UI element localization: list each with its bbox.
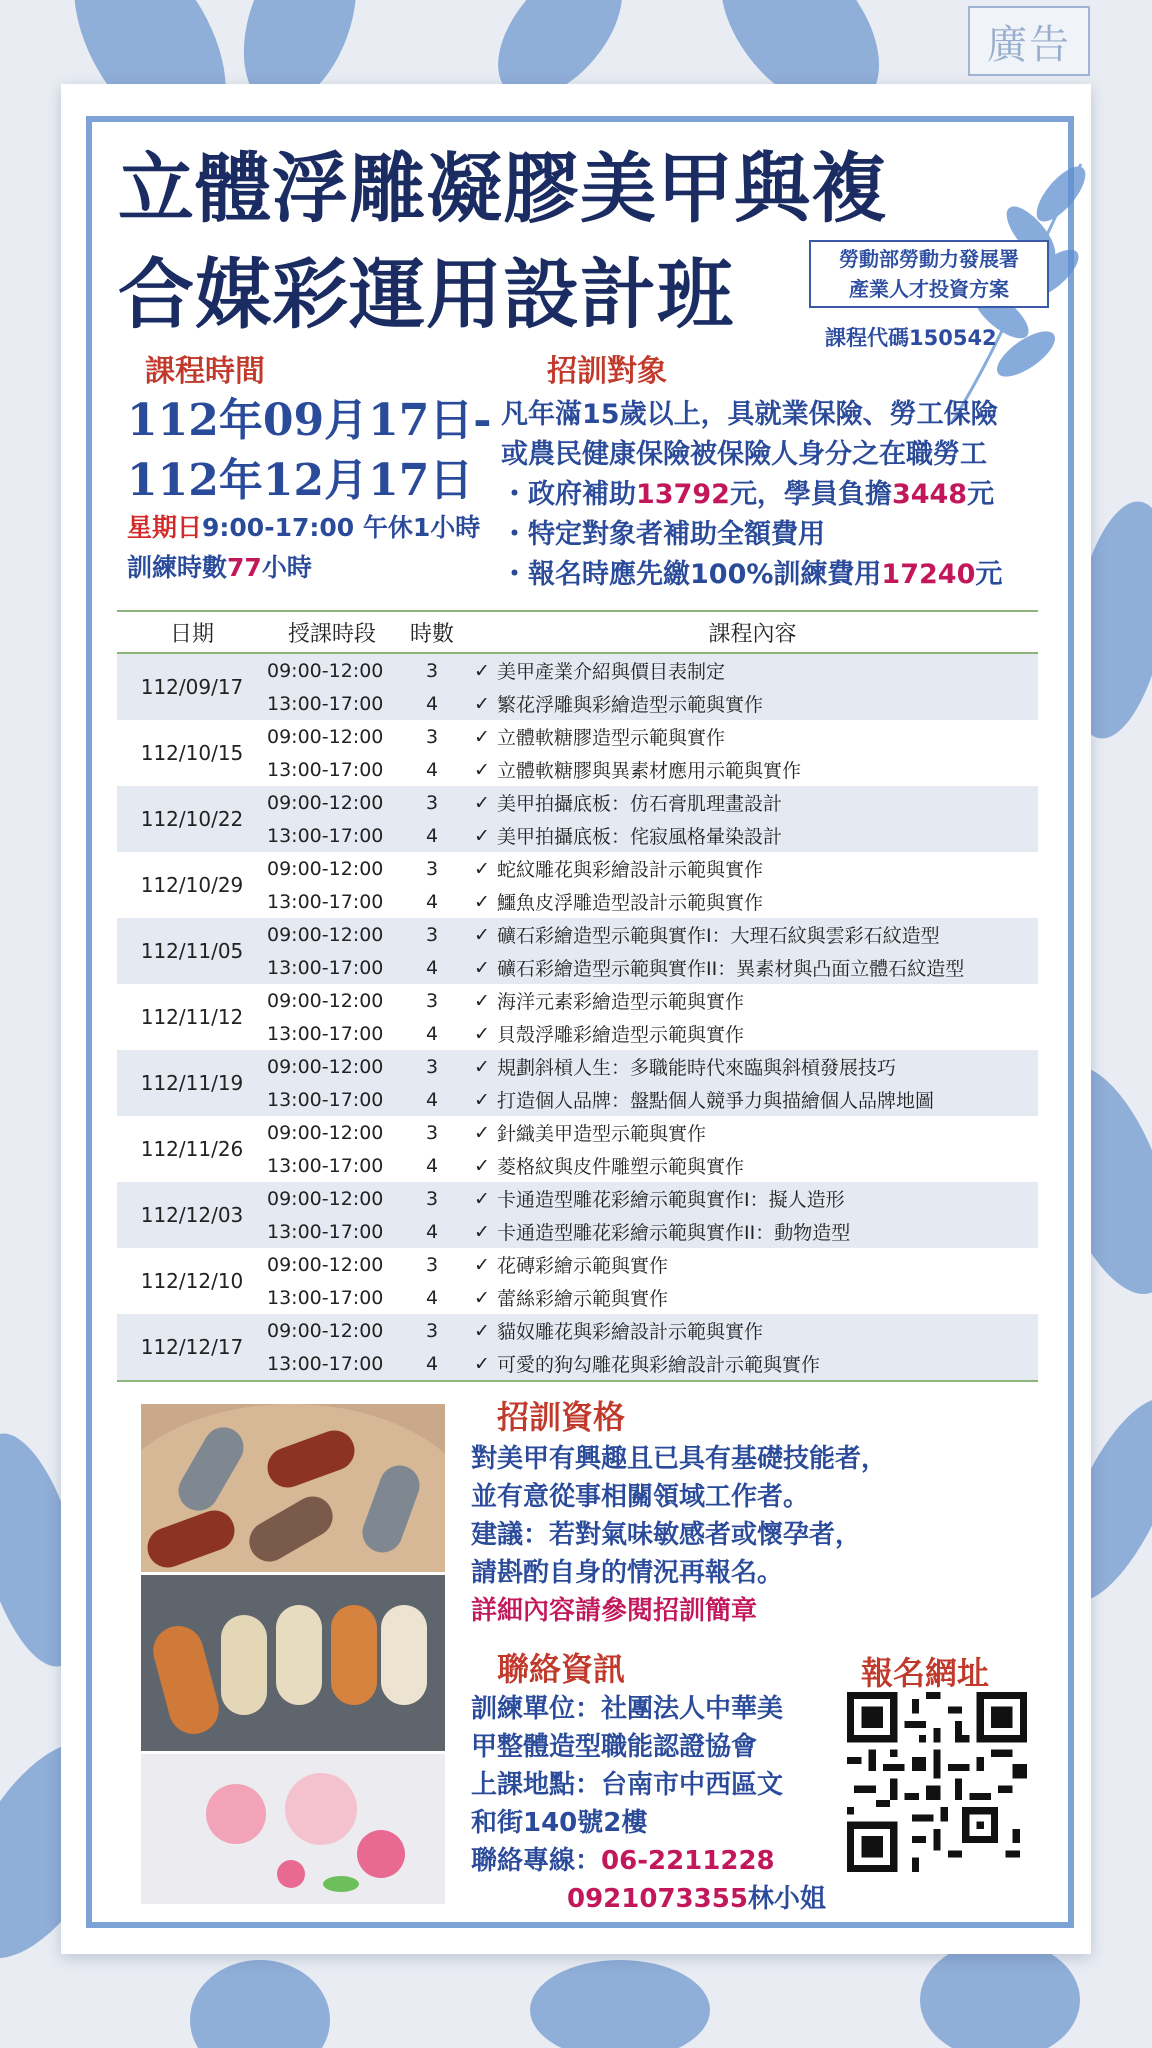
row-date: 112/11/05 [140,939,244,963]
session-hours: 4 [425,1154,439,1177]
phone-label: 聯絡專線 [471,1846,576,1876]
header-content: 課程內容 [708,621,797,647]
session-content: 蕾絲彩繪示範與實作 [497,1288,669,1310]
time-range: 9:00-17:00 午休1小時 [202,513,481,542]
hours-prefix: 訓練時數 [127,553,228,582]
table-row [117,1314,1038,1382]
session-hours: 3 [425,791,439,814]
session-row [267,819,1038,852]
nail-photo-roses [141,1754,445,1904]
check-icon: ✓ [474,1121,490,1144]
session-content: 打造個人品牌：盤點個人競爭力與描繪個人品牌地圖 [497,1090,935,1112]
signup-qr-code-icon[interactable] [847,1692,1027,1872]
session-row [267,1215,1038,1248]
table-row [117,852,1038,918]
session-hours: 4 [425,1022,439,1045]
row-sessions [267,654,1038,720]
row-date: 112/10/29 [140,873,244,897]
session-content: 規劃斜槓人生：多職能時代來臨與斜槓發展技巧 [497,1057,897,1079]
subsidy-text-c: 元，學員負擔 [729,479,892,510]
brochure-note: 詳細內容請參閱招訓簡章 [471,1596,758,1626]
session-row [267,885,1038,918]
row-sessions [267,786,1038,852]
table-row [117,1116,1038,1182]
qualification-line-4: 請斟酌自身的情況再報名。 [471,1558,784,1588]
check-icon: ✓ [474,1187,490,1210]
session-content: 針織美甲造型示範與實作 [497,1123,707,1145]
session-hours: 4 [425,692,439,715]
check-icon: ✓ [474,1352,490,1375]
row-sessions [267,1248,1038,1314]
session-row [267,1116,1038,1149]
session-time: 09:00-12:00 [267,1253,384,1276]
check-icon: ✓ [474,791,490,814]
contact-line-4: 和街140號2樓 [471,1808,648,1838]
prepay-text: ・報名時應先繳100%訓練費用 [501,559,882,590]
row-date: 112/12/03 [140,1203,244,1227]
qualification-label: 招訓資格 [497,1398,626,1436]
row-date: 112/09/17 [140,675,244,699]
schedule-table [117,610,1038,1382]
row-sessions [267,984,1038,1050]
session-hours: 4 [425,1088,439,1111]
contact-person: 林小姐 [747,1884,826,1914]
row-date: 112/11/26 [140,1137,244,1161]
phone-line [471,1842,826,1880]
session-content: 可愛的狗勾雕花與彩繪設計示範與實作 [497,1354,821,1376]
check-icon: ✓ [474,824,490,847]
session-hours: 3 [425,659,439,682]
check-icon: ✓ [474,989,490,1012]
check-icon: ✓ [474,923,490,946]
session-row [267,720,1038,753]
phone-number-1[interactable]: 06-2211228 [601,1846,775,1876]
weekday: 星期日 [127,513,203,542]
session-hours: 3 [425,1253,439,1276]
session-time: 09:00-12:00 [267,989,384,1012]
row-sessions [267,1050,1038,1116]
row-date: 112/12/10 [140,1269,244,1293]
qualification-line-1: 對美甲有興趣且已具有基礎技能者， [471,1444,888,1474]
check-icon: ✓ [474,659,490,682]
session-row [267,852,1038,885]
flyer-card [61,84,1091,1954]
target-line-2: 或農民健康保險被保險人身分之在職勞工 [501,439,987,470]
session-content: 卡通造型雕花彩繪示範與實作II：動物造型 [497,1222,851,1244]
session-row [267,687,1038,720]
row-sessions [267,720,1038,786]
schedule-label: 課程時間 [145,354,265,389]
hours-suffix: 小時 [261,553,312,582]
full-subsidy-line: ・特定對象者補助全額費用 [501,519,825,550]
contact-line-3: 上課地點：台南市中西區文 [471,1770,784,1800]
session-time: 13:00-17:00 [267,1088,384,1111]
session-row [267,1281,1038,1314]
course-title-line-2: 合媒彩運用設計班 [118,250,734,339]
contact-line-2: 甲整體造型職能認證協會 [471,1732,758,1762]
session-row [267,1182,1038,1215]
program-line-2: 產業人才投資方案 [849,277,1009,301]
session-time: 09:00-12:00 [267,1121,384,1144]
session-row [267,786,1038,819]
session-time: 13:00-17:00 [267,890,384,913]
session-content: 礦石彩繪造型示範與實作I：大理石紋與雲彩石紋造型 [497,925,940,947]
session-time: 09:00-12:00 [267,1055,384,1078]
session-content: 鱷魚皮浮雕造型設計示範與實作 [497,892,764,914]
session-time: 13:00-17:00 [267,824,384,847]
session-content: 菱格紋與皮件雕塑示範與實作 [497,1156,745,1178]
check-icon: ✓ [474,1088,490,1111]
session-hours: 4 [425,1220,439,1243]
check-icon: ✓ [474,725,490,748]
session-row [267,1050,1038,1083]
session-row [267,654,1038,687]
header-hours: 時數 [409,621,454,647]
check-icon: ✓ [474,1055,490,1078]
session-time: 13:00-17:00 [267,956,384,979]
check-icon: ✓ [474,692,490,715]
program-box [809,240,1049,308]
row-date: 112/12/17 [140,1335,244,1359]
session-hours: 3 [425,989,439,1012]
session-hours: 3 [425,1187,439,1210]
row-date: 112/11/12 [140,1005,244,1029]
session-row [267,1017,1038,1050]
session-row [267,1347,1038,1380]
session-time: 13:00-17:00 [267,1286,384,1309]
phone-colon: ： [575,1846,602,1876]
session-row [267,984,1038,1017]
prepay-unit: 元 [975,559,1003,590]
course-code: 課程代碼150542 [825,326,997,350]
session-content: 立體軟糖膠與異素材應用示範與實作 [497,760,802,782]
check-icon: ✓ [474,1286,490,1309]
session-time: 09:00-12:00 [267,1187,384,1210]
session-hours: 3 [425,1121,439,1144]
check-icon: ✓ [474,956,490,979]
session-content: 美甲拍攝底板：侘寂風格暈染設計 [497,826,783,848]
table-row [117,918,1038,984]
check-icon: ✓ [474,1022,490,1045]
row-date: 112/10/22 [140,807,244,831]
prepay-line [501,552,1002,591]
table-row [117,1248,1038,1314]
hours-value: 77 [227,553,262,582]
session-content: 繁花浮雕與彩繪造型示範與實作 [497,694,764,716]
session-hours: 4 [425,824,439,847]
session-hours: 3 [425,1319,439,1342]
row-sessions [267,1314,1038,1380]
table-row [117,1050,1038,1116]
session-time: 09:00-12:00 [267,1319,384,1342]
table-header [117,610,1038,654]
subsidy-text-e: 元 [967,479,995,510]
table-row [117,786,1038,852]
class-time [127,508,480,544]
check-icon: ✓ [474,1253,490,1276]
session-row [267,1248,1038,1281]
qualification-text [471,1440,887,1630]
program-line-1: 勞動部勞動力發展署 [839,247,1019,271]
contact-label: 聯絡資訊 [497,1650,626,1688]
student-cost: 3448 [891,479,968,510]
session-hours: 3 [425,923,439,946]
check-icon: ✓ [474,1319,490,1342]
session-hours: 3 [425,857,439,880]
session-row [267,1314,1038,1347]
session-time: 09:00-12:00 [267,857,384,880]
check-icon: ✓ [474,890,490,913]
date-range-end: 112年12月17日 [127,455,474,506]
session-content: 蛇紋雕花與彩繪設計示範與實作 [497,859,764,881]
table-body [117,654,1038,1382]
row-sessions [267,1116,1038,1182]
session-row [267,951,1038,984]
subsidy-text-a: ・政府補助 [501,479,636,510]
training-hours [127,548,312,584]
target-label: 招訓對象 [547,354,667,389]
row-date: 112/11/19 [140,1071,244,1095]
session-row [267,918,1038,951]
session-hours: 4 [425,758,439,781]
row-sessions [267,1182,1038,1248]
course-title-line-1: 立體浮雕凝膠美甲與複 [118,144,888,233]
ad-label: 廣告 [968,6,1090,76]
table-row [117,720,1038,786]
contact-line-1: 訓練單位：社團法人中華美 [471,1694,784,1724]
session-row [267,753,1038,786]
session-time: 13:00-17:00 [267,692,384,715]
check-icon: ✓ [474,857,490,880]
signup-label: 報名網址 [861,1654,990,1692]
session-content: 海洋元素彩繪造型示範與實作 [497,991,745,1013]
session-hours: 3 [425,725,439,748]
session-content: 花磚彩繪示範與實作 [497,1255,669,1277]
session-content: 美甲產業介紹與價目表制定 [497,661,726,683]
table-row [117,1182,1038,1248]
session-content: 美甲拍攝底板：仿石膏肌理畫設計 [497,793,783,815]
session-time: 09:00-12:00 [267,725,384,748]
session-hours: 4 [425,1352,439,1375]
table-row [117,984,1038,1050]
qualification-line-3: 建議：若對氣味敏感者或懷孕者， [471,1520,862,1550]
subsidy-amount: 13792 [636,479,730,510]
session-time: 13:00-17:00 [267,1022,384,1045]
header-time: 授課時段 [287,621,376,647]
header-date: 日期 [169,621,214,647]
subsidy-line [501,472,994,511]
session-row [267,1149,1038,1182]
qualification-line-2: 並有意從事相關領域工作者。 [471,1482,810,1512]
nail-photo-croc [141,1575,445,1751]
date-range-start: 112年09月17日- [127,395,492,446]
session-content: 貓奴雕花與彩繪設計示範與實作 [497,1321,764,1343]
session-hours: 4 [425,1286,439,1309]
session-content: 卡通造型雕花彩繪示範與實作I：擬人造形 [497,1189,845,1211]
check-icon: ✓ [474,758,490,781]
session-time: 09:00-12:00 [267,923,384,946]
session-content: 礦石彩繪造型示範與實作II：異素材與凸面立體石紋造型 [497,958,965,980]
prepay-amount: 17240 [881,559,976,590]
contact-text [471,1690,826,1918]
session-time: 09:00-12:00 [267,791,384,814]
session-time: 13:00-17:00 [267,758,384,781]
session-row [267,1083,1038,1116]
session-hours: 4 [425,890,439,913]
session-hours: 4 [425,956,439,979]
session-content: 貝殼浮雕彩繪造型示範與實作 [497,1024,745,1046]
check-icon: ✓ [474,1154,490,1177]
session-time: 13:00-17:00 [267,1352,384,1375]
target-line-1: 凡年滿15歲以上，具就業保險、勞工保險 [501,399,998,430]
check-icon: ✓ [474,1220,490,1243]
nail-photo-leather [141,1404,445,1572]
table-row [117,654,1038,720]
session-time: 09:00-12:00 [267,659,384,682]
phone-number-2[interactable]: 0921073355 [567,1884,748,1914]
row-sessions [267,852,1038,918]
row-sessions [267,918,1038,984]
session-time: 13:00-17:00 [267,1154,384,1177]
session-time: 13:00-17:00 [267,1220,384,1243]
session-hours: 3 [425,1055,439,1078]
row-date: 112/10/15 [140,741,244,765]
session-content: 立體軟糖膠造型示範與實作 [497,727,726,749]
mobile-line [471,1880,826,1918]
